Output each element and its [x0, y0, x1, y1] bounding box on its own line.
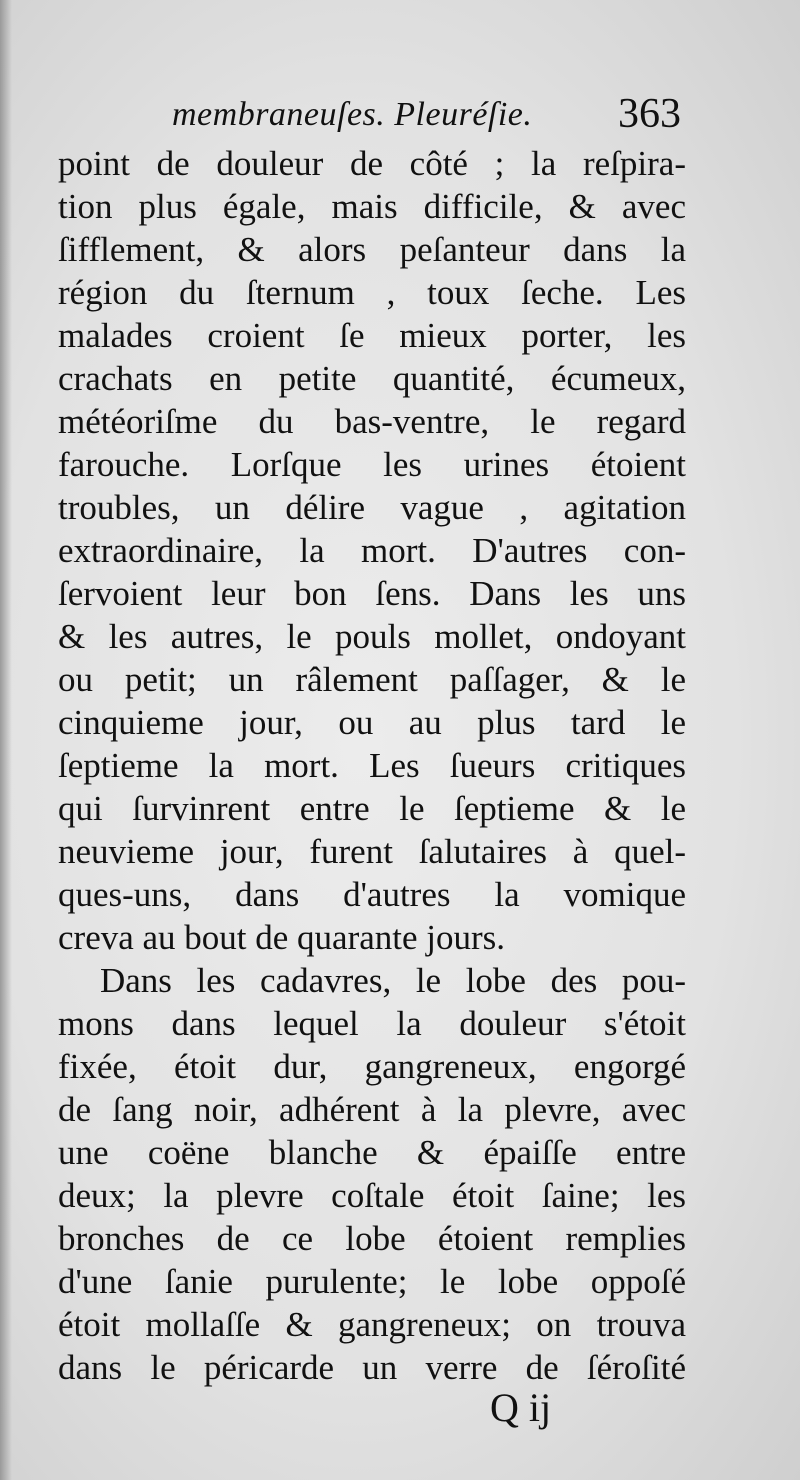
- text-line: point de douleur de côté ; la reſpira-: [58, 144, 686, 183]
- text-line: malades croient ſe mieux porter, les: [58, 316, 686, 355]
- text-line: tion plus égale, mais difficile, & avec: [58, 187, 686, 226]
- text-line: d'une ſanie purulente; le lobe oppoſé: [58, 1262, 686, 1301]
- text-line: crachats en petite quantité, écumeux,: [58, 359, 686, 398]
- text-line: météoriſme du bas-ventre, le regard: [58, 402, 686, 441]
- page-header: [0, 90, 800, 140]
- signature-mark: Q ij: [490, 1385, 552, 1430]
- text-line: neuvieme jour, furent ſalutaires à quel-: [58, 832, 686, 871]
- text-line: ou petit; un râlement paſſager, & le: [58, 660, 686, 699]
- text-line: cinquieme jour, ou au plus tard le: [58, 703, 686, 742]
- body-text: [58, 142, 686, 1389]
- page-number: 363: [618, 91, 681, 137]
- text-line: étoit mollaſſe & gangreneux; on trouva: [58, 1305, 686, 1344]
- text-line: région du ſternum , toux ſeche. Les: [58, 273, 686, 312]
- text-line: & les autres, le pouls mollet, ondoyant: [58, 617, 686, 656]
- text-line: fixée, étoit dur, gangreneux, engorgé: [58, 1047, 686, 1086]
- text-line: bronches de ce lobe étoient remplies: [58, 1219, 686, 1258]
- running-title: membraneuſes. Pleuréſie.: [172, 96, 533, 133]
- text-line: de ſang noir, adhérent à la plevre, avec: [58, 1090, 686, 1129]
- text-line: ſeptieme la mort. Les ſueurs critiques: [58, 746, 686, 785]
- paragraph-last-line: creva au bout de quarante jours.: [58, 918, 506, 957]
- page-gutter-shadow: [0, 0, 12, 1480]
- text-line: qui ſurvinrent entre le ſeptieme & le: [58, 789, 686, 828]
- text-line: ſervoient leur bon ſens. Dans les uns: [58, 574, 686, 613]
- text-line: ſifflement, & alors peſanteur dans la: [58, 230, 686, 269]
- paragraph-first-line: Dans les cadavres, le lobe des pou-: [100, 961, 686, 1000]
- text-line: extraordinaire, la mort. D'autres con-: [58, 531, 686, 570]
- text-line: mons dans lequel la douleur s'étoit: [58, 1004, 686, 1043]
- text-line: une coëne blanche & épaiſſe entre: [58, 1133, 686, 1172]
- text-line: troubles, un délire vague , agitation: [58, 488, 686, 527]
- text-line: dans le péricarde un verre de ſéroſité: [58, 1348, 686, 1387]
- text-line: deux; la plevre coſtale étoit ſaine; les: [58, 1176, 686, 1215]
- text-line: ques-uns, dans d'autres la vomique: [58, 875, 686, 914]
- text-line: farouche. Lorſque les urines étoient: [58, 445, 686, 484]
